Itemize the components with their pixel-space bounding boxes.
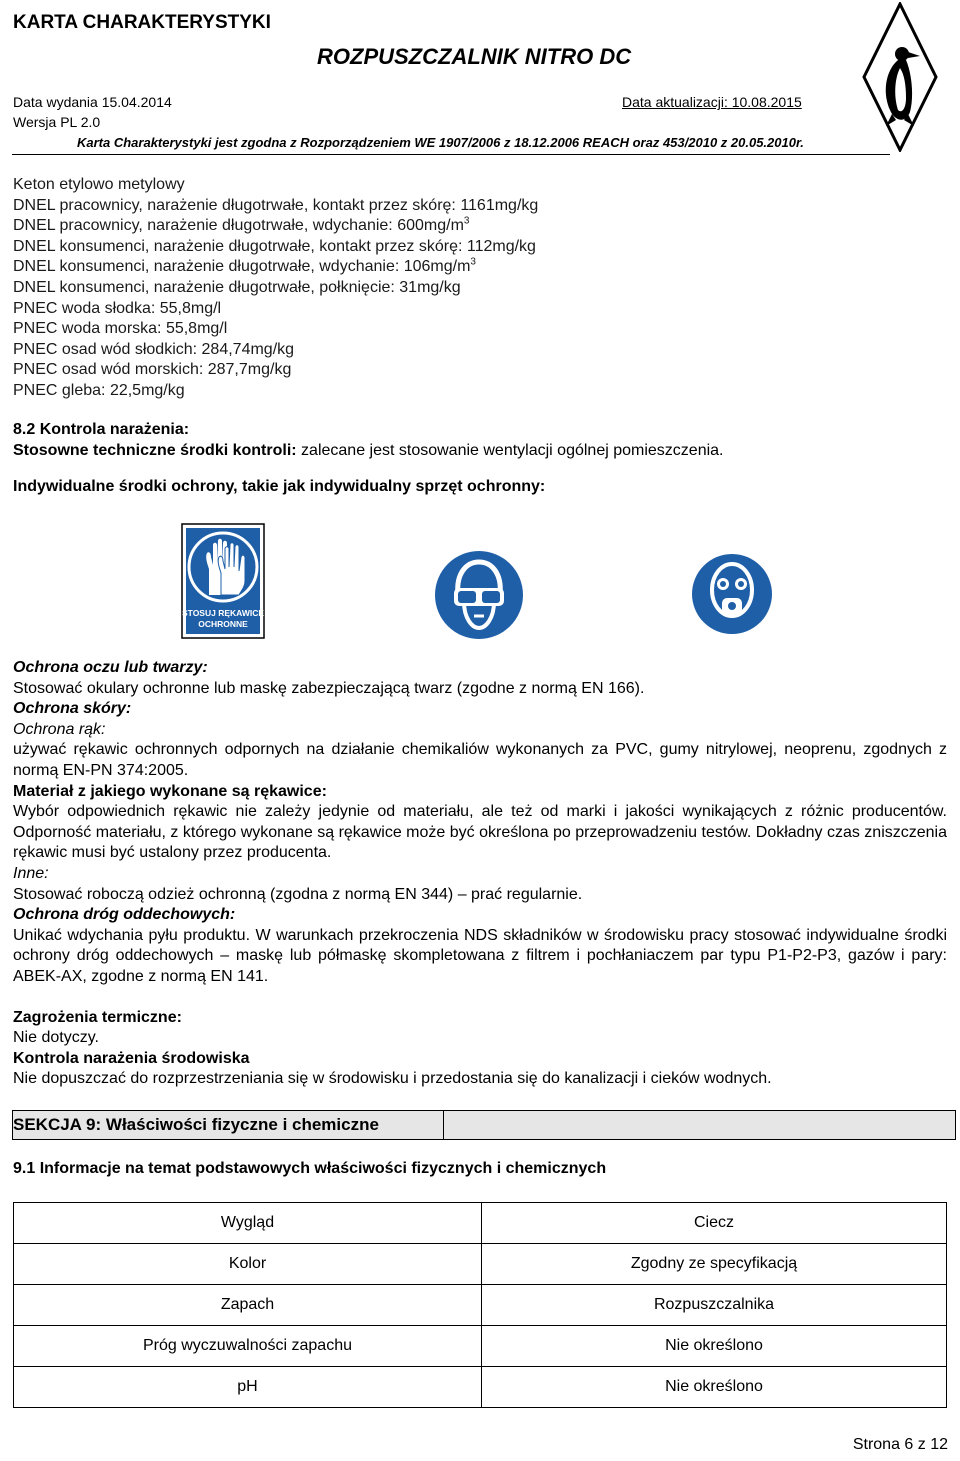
section-9-subheading: 9.1 Informacje na temat podstawowych właściwości fizycznych i chemicznych	[13, 1160, 607, 1177]
value-cell: Rozpuszczalnika	[482, 1285, 947, 1326]
value-line: DNEL pracownicy, narażenie długotrwałe, kontakt przez skórę: 1161mg/kg	[13, 196, 539, 214]
gloves-icon	[181, 523, 265, 639]
gloves-sign-label-1: STOSUJ RĘKAWICE	[181, 608, 265, 618]
value-cell: Ciecz	[482, 1203, 947, 1244]
respiratory-heading: Ochrona dróg oddechowych:	[13, 906, 236, 924]
table-row	[14, 1367, 947, 1408]
table-row	[14, 1244, 947, 1285]
property-cell: Wygląd	[14, 1203, 482, 1244]
value-line: PNEC woda słodka: 55,8mg/l	[13, 299, 222, 317]
eye-text: Stosować okulary ochronne lub maskę zabezpieczającą twarz (zgodne z normą EN 166).	[13, 679, 645, 697]
environment-text: Nie dopuszczać do rozprzestrzeniania się w środowisku i przedostania się do kanalizacji i cieków wodnych.	[13, 1070, 772, 1088]
safety-glasses-icon	[434, 550, 524, 640]
thermal-heading: Zagrożenia termiczne:	[13, 1008, 182, 1026]
respiratory-protection-sign	[686, 548, 778, 645]
value-line: PNEC gleba: 22,5mg/kg	[13, 381, 185, 399]
other-heading: Inne:	[13, 864, 49, 882]
page-number: Strona 6 z 12	[852, 1436, 948, 1453]
hand-text: używać rękawic ochronnych odpornych na działanie chemikaliów wykonanych za PVC, gumy nitrylowej, neoprenu, zgodnych z normą EN-PN 374:2005.	[13, 741, 947, 779]
section-heading: 8.2 Kontrola narażenia:	[13, 421, 190, 438]
environment-heading: Kontrola narażenia środowiska	[13, 1049, 250, 1067]
property-cell: Próg wyczuwalności zapachu	[14, 1326, 482, 1367]
gloves-sign	[181, 523, 265, 644]
property-cell: Kolor	[14, 1244, 482, 1285]
hand-heading: Ochrona rąk:	[13, 720, 106, 738]
penguin-logo-icon	[862, 2, 938, 152]
header-divider	[12, 154, 890, 155]
document-title: KARTA CHARAKTERYSTYKI	[13, 12, 271, 33]
eye-heading: Ochrona oczu lub twarzy:	[13, 659, 208, 676]
value-cell: Nie określono	[482, 1326, 947, 1367]
value-line: PNEC osad wód morskich: 287,7mg/kg	[13, 361, 292, 379]
version: Wersja PL 2.0	[13, 114, 101, 130]
section-9-title: SEKCJA 9: Właściwości fizyczne i chemiczne	[13, 1115, 379, 1134]
protection-details	[13, 658, 947, 1090]
substance-block	[13, 175, 947, 402]
gloves-sign-label-2: OCHRONNE	[198, 619, 248, 629]
properties-table	[13, 1202, 947, 1408]
property-cell: Zapach	[14, 1285, 482, 1326]
skin-heading: Ochrona skóry:	[13, 700, 132, 718]
substance-name: Keton etylowo metylowy	[13, 176, 185, 193]
material-text: Wybór odpowiednich rękawic nie zależy jedynie od materiału, ale też od marki i jakości wynikających z różnic producentów. Odporność materiału, z którego wykonane są rękawice może być określona po przeprowadzeniu testów. Dokładny czas zniszczenia rękawic musi być ustalony przez producenta.	[13, 803, 947, 862]
product-name: ROZPUSZCZALNIK NITRO DC	[317, 44, 632, 69]
update-date: Data aktualizacji: 10.08.2015	[622, 94, 802, 110]
engineering-controls: Stosowne techniczne środki kontroli: zalecane jest stosowanie wentylacji ogólnej pomieszczenia.	[13, 441, 724, 459]
value-cell: Nie określono	[482, 1367, 947, 1408]
value-line: DNEL pracownicy, narażenie długotrwałe, wdychanie: $600mg/m^3$	[13, 215, 470, 235]
issue-date: Data wydania 15.04.2014	[13, 94, 172, 110]
value-line: DNEL konsumenci, narażenie długotrwałe, połknięcie: 31mg/kg	[13, 278, 461, 296]
table-row	[14, 1203, 947, 1244]
value-line: PNEC woda morska: 55,8mg/l	[13, 320, 228, 338]
value-line: PNEC osad wód słodkich: 284,74mg/kg	[13, 340, 295, 358]
value-cell: Zgodny ze specyfikacją	[482, 1244, 947, 1285]
other-text: Stosować roboczą odzież ochronną (zgodna z normą EN 344) – prać regularnie.	[13, 885, 583, 903]
respiratory-text: Unikać wdychania pyłu produktu. W warunkach przekroczenia NDS składników w środowisku pracy stosować indywidualne środki ochrony dróg oddechowych – maskę lub półmaskę skompletowana z filtrem i pochłaniaczem par typu P1-P2-P3, gazów i pary: ABEK-AX, zgodne z normą EN 141.	[13, 926, 947, 985]
exposure-controls	[13, 420, 947, 498]
material-heading: Materiał z jakiego wykonane są rękawice:	[13, 782, 327, 800]
property-cell: pH	[14, 1367, 482, 1408]
eye-protection-sign	[434, 550, 524, 645]
thermal-text: Nie dotyczy.	[13, 1029, 99, 1047]
table-row	[14, 1285, 947, 1326]
value-line: DNEL konsumenci, narażenie długotrwałe, kontakt przez skórę: 112mg/kg	[13, 237, 536, 255]
value-line: DNEL konsumenci, narażenie długotrwałe, wdychanie: $106mg/m^3$	[13, 257, 476, 276]
section-9-header	[12, 1110, 956, 1140]
table-row	[14, 1326, 947, 1367]
respirator-mask-icon	[686, 548, 778, 640]
regulation-note: Karta Charakterystyki jest zgodna z Rozporządzeniem WE 1907/2006 z 18.12.2006 REACH oraz 453/2010 z 20.05.2010r.	[77, 135, 804, 150]
ppe-heading: Indywidualne środki ochrony, takie jak indywidualny sprzęt ochronny:	[13, 478, 546, 496]
